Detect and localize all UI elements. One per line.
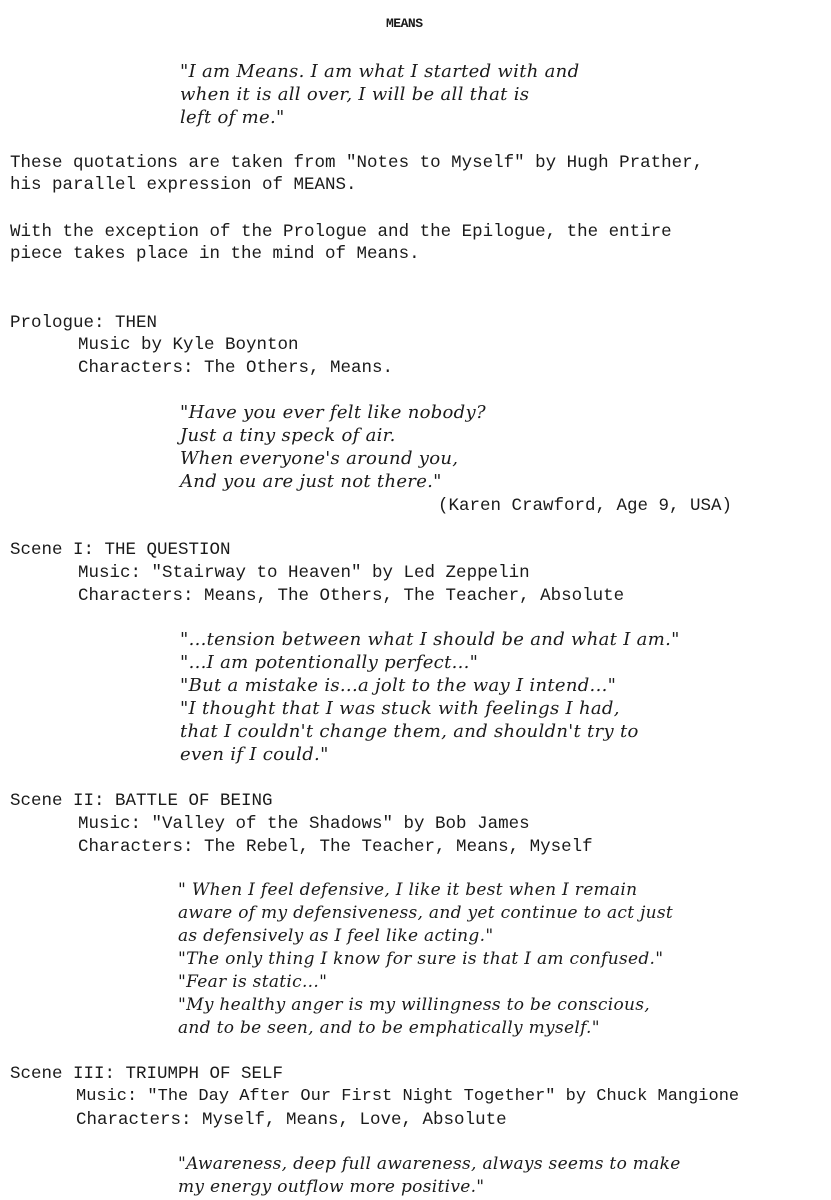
scene1-heading: Scene I: THE QUESTION: [10, 540, 231, 560]
scene1-music: Music: "Stairway to Heaven" by Led Zeppelin: [78, 563, 530, 583]
quote-line: " When I feel defensive, I like it best when I remain: [178, 880, 638, 900]
quote-line: and to be seen, and to be emphatically myself.": [178, 1018, 600, 1038]
epigraph-line: when it is all over, I will be all that is: [180, 84, 530, 105]
quote-line: "Awareness, deep full awareness, always seems to make: [178, 1154, 681, 1174]
quote-line: even if I could.": [180, 744, 329, 765]
prologue-quote: [180, 401, 486, 493]
scene3-characters: Characters: Myself, Means, Love, Absolute: [76, 1110, 507, 1130]
quote-line: aware of my defensiveness, and yet continue to act just: [178, 903, 674, 923]
prologue-characters: Characters: The Others, Means.: [78, 358, 394, 378]
epigraph-line: left of me.": [180, 107, 285, 128]
document-title: MEANS: [386, 16, 423, 31]
quote-line: "...I am potentionally perfect...": [180, 652, 479, 673]
scene3-music: Music: "The Day After Our First Night Together" by Chuck Mangione: [76, 1087, 740, 1106]
quote-line: "...tension between what I should be and what I am.": [180, 629, 680, 650]
quote-line: "My healthy anger is my willingness to be conscious,: [178, 995, 650, 1015]
quote-line: "I thought that I was stuck with feelings I had,: [180, 698, 620, 719]
quote-line: When everyone's around you,: [180, 448, 459, 469]
quote-line: "The only thing I know for sure is that I am confused.": [178, 949, 664, 969]
intro-line: With the exception of the Prologue and the Epilogue, the entire: [10, 222, 672, 242]
quote-line: And you are just not there.": [180, 471, 442, 492]
prologue-attribution: (Karen Crawford, Age 9, USA): [438, 496, 733, 516]
scene2-quote: [178, 879, 673, 1040]
epigraph-line: "I am Means. I am what I started with and: [180, 61, 580, 82]
intro-line: piece takes place in the mind of Means.: [10, 244, 420, 264]
scene2-characters: Characters: The Rebel, The Teacher, Means, Myself: [78, 837, 593, 857]
scene3-quote: [178, 1153, 681, 1199]
scene2-music: Music: "Valley of the Shadows" by Bob James: [78, 814, 530, 834]
prologue-music: Music by Kyle Boynton: [78, 335, 299, 355]
quote-line: my energy outflow more positive.": [178, 1177, 485, 1197]
scene1-quote: [180, 628, 680, 766]
prologue-heading: Prologue: THEN: [10, 313, 158, 333]
quote-line: that I couldn't change them, and shouldn't try to: [180, 721, 639, 742]
quote-line: as defensively as I feel like acting.": [178, 926, 494, 946]
scene3-heading: Scene III: TRIUMPH OF SELF: [10, 1064, 284, 1084]
quote-line: Just a tiny speck of air.: [180, 425, 396, 446]
intro-line: These quotations are taken from "Notes to Myself" by Hugh Prather,: [10, 153, 704, 173]
quote-line: "Have you ever felt like nobody?: [180, 402, 486, 423]
epigraph-quote: [180, 60, 579, 129]
quote-line: "Fear is static...": [178, 972, 328, 992]
intro-line: his parallel expression of MEANS.: [10, 175, 357, 195]
quote-line: "But a mistake is...a jolt to the way I intend...": [180, 675, 617, 696]
scene1-characters: Characters: Means, The Others, The Teacher, Absolute: [78, 586, 625, 606]
scene2-heading: Scene II: BATTLE OF BEING: [10, 791, 273, 811]
